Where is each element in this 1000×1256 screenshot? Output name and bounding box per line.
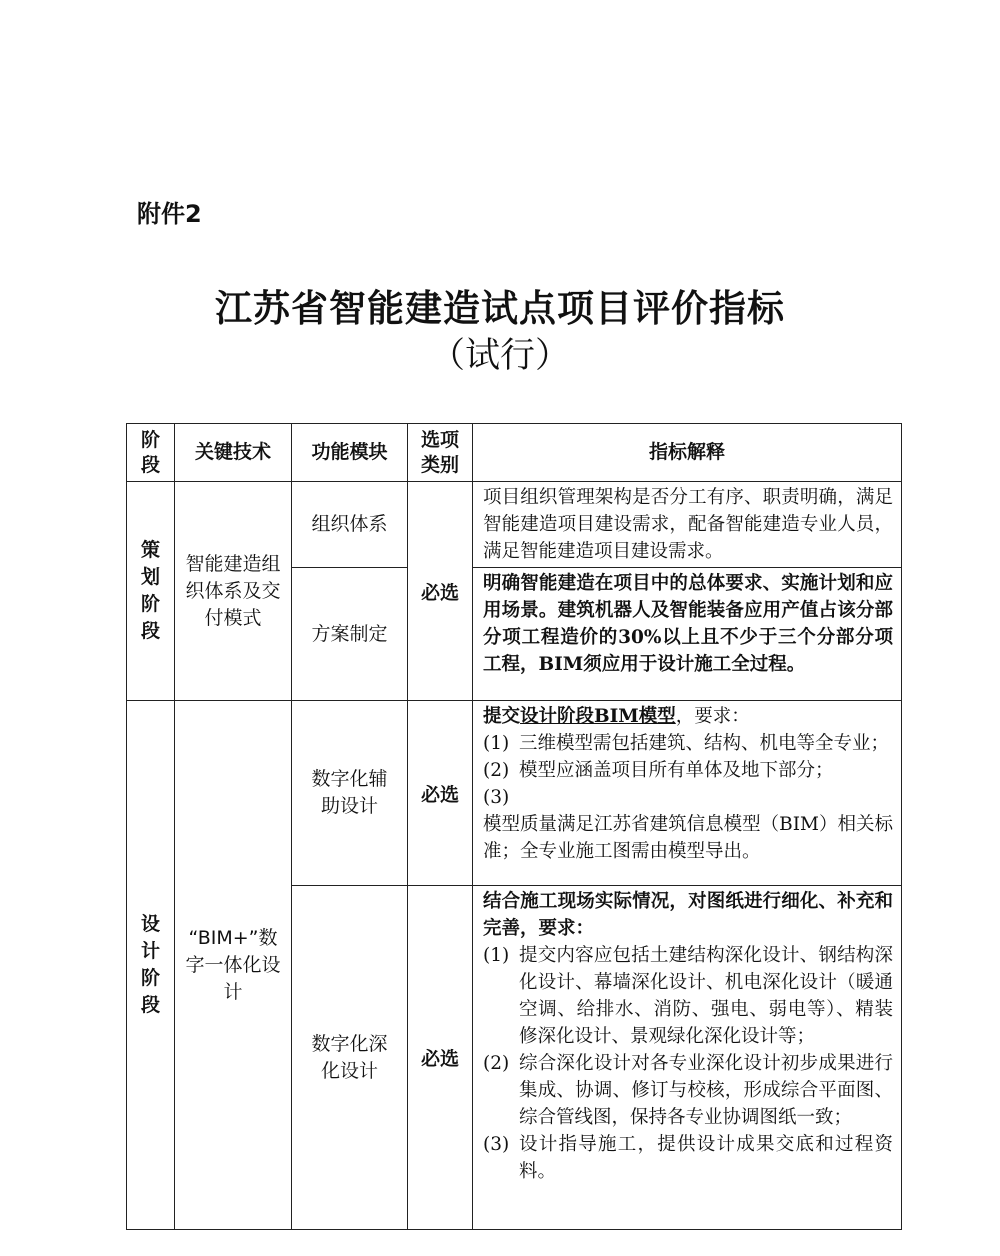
header-key-tech: 关键技术 [175,424,292,482]
explanation-cell-org-system: 项目组织管理架构是否分工有序、职责明确，满足智能建造项目建设需求，配备智能建造专业人员，满足智能建造项目建设需求。 [473,482,902,568]
module-cell-digital-aided: 数字化辅助设计 [292,701,408,886]
header-explanation: 指标解释 [473,424,902,482]
requirement-list [483,942,893,1185]
stage-cell-planning: 策划阶段 [127,482,175,701]
explanation-cell-digital-deepening [473,886,902,1230]
header-row [127,424,902,482]
option-cell-digital-deepening: 必选 [408,886,473,1230]
explanation-cell-digital-aided [473,701,902,886]
key-tech-cell-planning: 智能建造组织体系及交付模式 [175,482,292,701]
header-option: 选项类别 [408,424,473,482]
list-item: (1) 三维模型需包括建筑、结构、机电等全专业； [483,733,890,754]
table-row [127,701,902,886]
header-module: 功能模块 [292,424,408,482]
stage-cell-design: 设计阶段 [127,701,175,1230]
table-row [127,482,902,568]
option-cell-digital-aided: 必选 [408,701,473,886]
explanation-cell-plan: 明确智能建造在项目中的总体要求、实施计划和应用场景。建筑机器人及智能装备应用产值占该分部分项工程造价的30%以上且不少于三个分部分项工程，BIM须应用于设计施工全过程。 [473,568,902,701]
list-item: (2) 模型应涵盖项目所有单体及地下部分； [483,760,834,781]
module-cell-digital-deepening: 数字化深化设计 [292,886,408,1230]
header-stage: 阶段 [127,424,175,482]
explanation-lead: 提交设计阶段BIM模型，要求： [483,706,750,727]
list-item: (1) 提交内容应包括土建结构深化设计、钢结构深化设计、幕墙深化设计、机电深化设计（暖通空调、给排水、消防、强电、弱电等）、精装修深化设计、景观绿化深化设计等； [483,945,893,1047]
list-item: (3) 设计指导施工，提供设计成果交底和过程资料。 [483,1134,893,1182]
key-tech-cell-design: “BIM+”数字一体化设计 [175,701,292,1230]
list-item: (3) [483,787,510,808]
explanation-lead: 结合施工现场实际情况，对图纸进行细化、补充和完善，要求： [483,891,893,939]
requirement-list [483,730,893,811]
explanation-tail: 模型质量满足江苏省建筑信息模型（BIM）相关标准；全专业施工图需由模型导出。 [483,814,893,862]
module-cell-org-system: 组织体系 [292,482,408,568]
evaluation-table [126,423,902,1230]
list-item: (2) 综合深化设计对各专业深化设计初步成果进行集成、协调、修订与校核，形成综合平面图、综合管线图，保持各专业协调图纸一致； [483,1053,893,1128]
document-title: 江苏省智能建造试点项目评价指标 [215,287,785,330]
attachment-label: 附件2 [137,200,202,228]
document-subtitle: （试行） [429,336,570,376]
option-cell-planning: 必选 [408,482,473,701]
module-cell-plan: 方案制定 [292,568,408,701]
